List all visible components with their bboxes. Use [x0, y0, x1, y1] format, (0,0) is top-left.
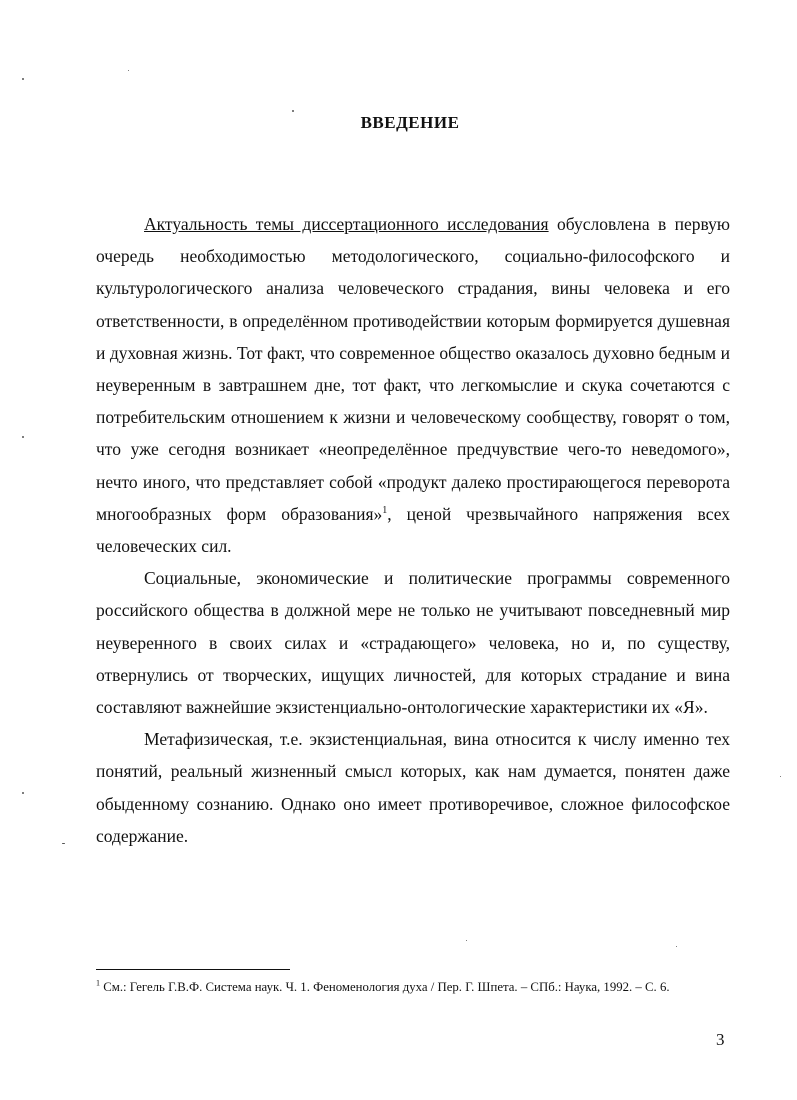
- scan-speck: [292, 110, 294, 112]
- paragraph-1-lead: Актуальность темы диссертационного исследования: [144, 214, 549, 234]
- footnote: [96, 980, 736, 995]
- page-number: 3: [716, 1030, 725, 1049]
- paragraph-2: Социальные, экономические и политические программы современного российского общества в должной мере не только не учитывают повседневный мир неуверенного в своих силах и «страдающего» человека, но и, по существу, отвернулись от творческих, ищущих личностей, для которых страдание и вина составляют важнейшие экзистенциально-онтологические характеристики их «Я».: [96, 568, 730, 718]
- scan-speck: [128, 70, 129, 71]
- paragraph-1-text-end: , ценой чрезвычайного напряжения всех человеческих сил.: [96, 503, 730, 557]
- scan-speck: [466, 940, 467, 941]
- footnote-divider: [96, 969, 290, 970]
- page-title: ВВЕДЕНИЕ: [360, 113, 460, 132]
- scan-speck: [22, 792, 24, 794]
- scan-speck: [62, 843, 65, 844]
- footnote-mark: 1: [96, 978, 100, 988]
- scan-speck: [22, 78, 24, 80]
- scan-speck: [22, 436, 24, 438]
- footnote-text: См.: Гегель Г.В.Ф. Система наук. Ч. 1. Феноменология духа / Пер. Г. Шпета. – СПб.: Наука, 1992. – С. 6.: [100, 980, 670, 994]
- body-text: [96, 208, 730, 852]
- footnote-reference: 1: [382, 505, 388, 516]
- paragraph-1-text: обусловлена в первую очередь необходимостью методологического, социально-философского и культурологического анализа человеческого страдания, вины человека и его ответственности, в определённом противодействии которым формируется душевная и духовная жизнь. Тот факт, что современное общество оказалось духовно бедным и неуверенным в завтрашнем дне, тот факт, что легкомыслие и скука сочетаются с потребительским отношением к жизни и человеческому сообществу, говорят о том, что уже сегодня возникает «неопределённое предчувствие чего-то неведомого», нечто иного, что представляет собой «продукт далеко простирающегося переворота многообразных форм образования»: [96, 214, 730, 524]
- scan-speck: [780, 776, 781, 777]
- scan-speck: [676, 946, 677, 947]
- paragraph-1: [96, 208, 730, 562]
- paragraph-3: Метафизическая, т.е. экзистенциальная, вина относится к числу именно тех понятий, реальный жизненный смысл которых, как нам думается, понятен даже обыденному сознанию. Однако оно имеет противоречивое, сложное философское содержание.: [96, 729, 730, 846]
